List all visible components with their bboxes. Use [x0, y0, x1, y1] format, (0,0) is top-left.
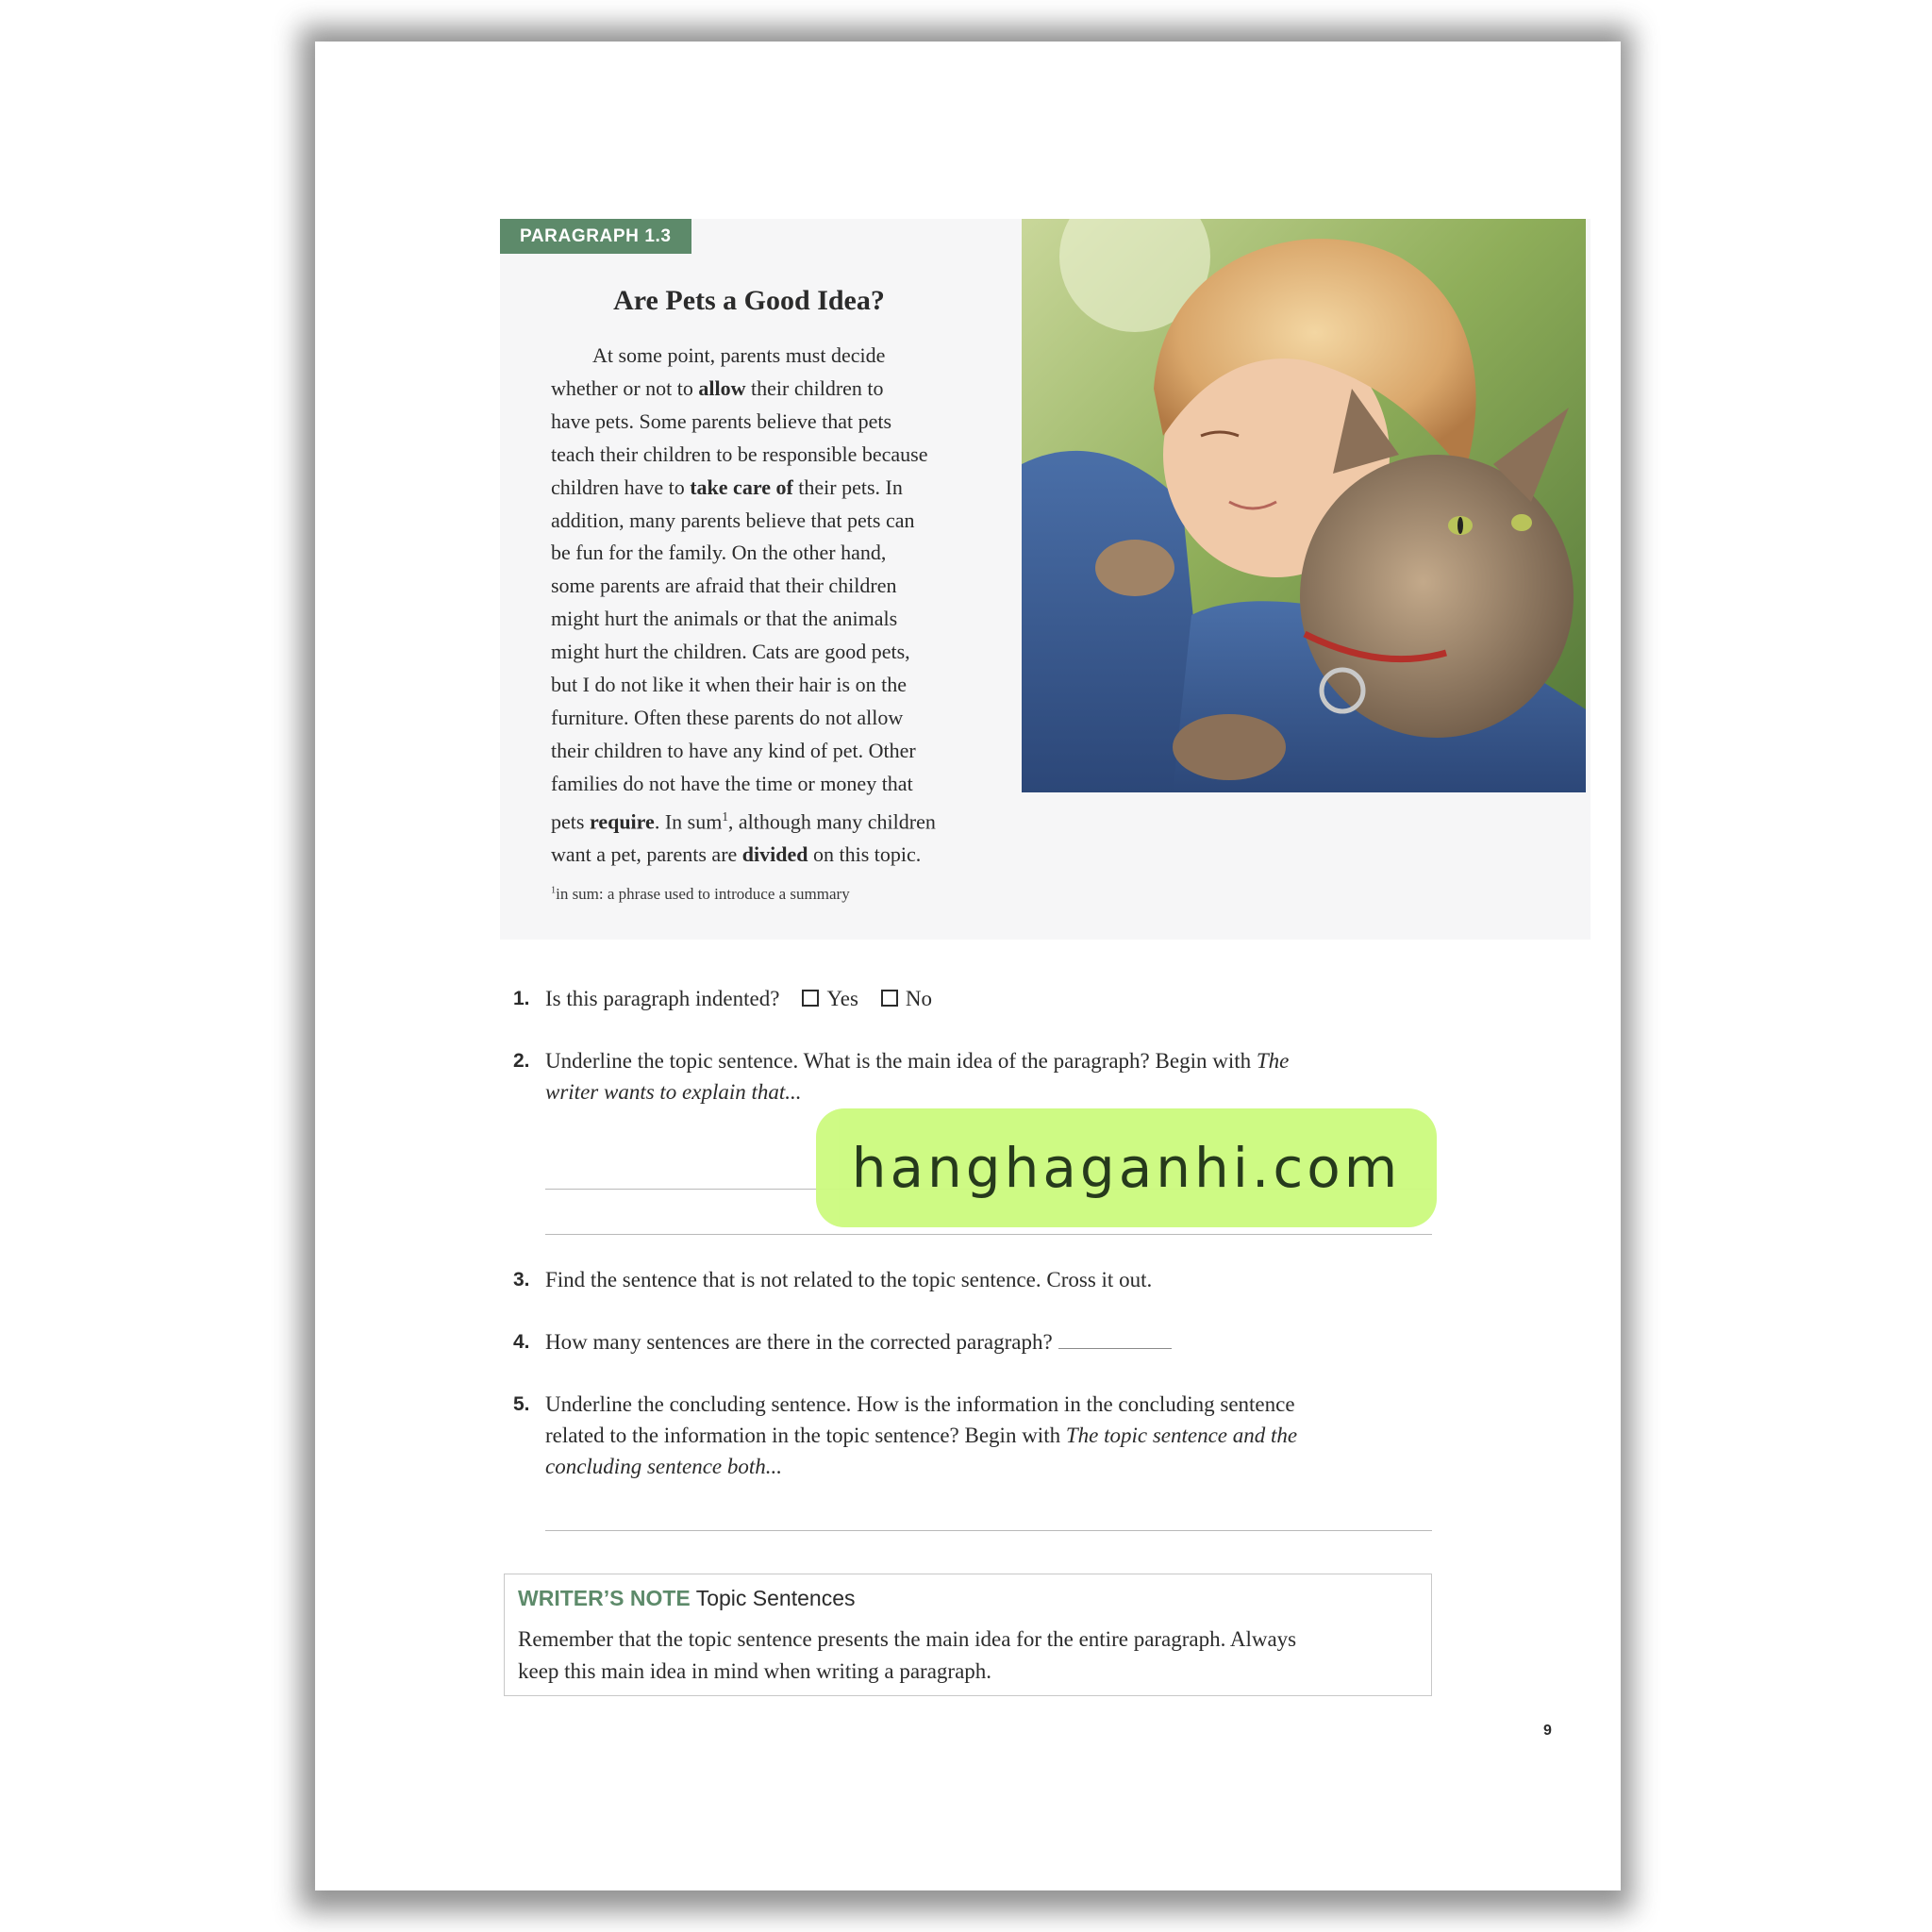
question-text: How many sentences are there in the corrected paragraph?	[545, 1330, 1053, 1354]
body-line: addition, many parents believe that pets can	[551, 508, 915, 532]
no-label: No	[905, 987, 933, 1010]
paragraph-body	[551, 340, 1004, 872]
question-number: 1.	[513, 988, 530, 1009]
body-line: some parents are afraid that their children	[551, 574, 897, 598]
body-line: whether or not to allow their children to	[551, 375, 884, 400]
answer-line[interactable]	[545, 1234, 1432, 1235]
vocab-word: take care of	[690, 475, 793, 499]
question-text: Underline the concluding sentence. How is the information in the concluding sentence	[545, 1392, 1295, 1416]
body-line: their children to have any kind of pet. Other	[551, 738, 916, 762]
body-line: have pets. Some parents believe that pets	[551, 408, 892, 433]
writers-note-box	[504, 1574, 1432, 1696]
vocab-word: require	[589, 809, 655, 834]
no-checkbox[interactable]	[881, 990, 898, 1007]
writers-note-label: WRITER’S NOTE	[518, 1586, 691, 1610]
question-number: 5.	[513, 1393, 530, 1415]
body-line: might hurt the children. Cats are good pets,	[551, 640, 910, 664]
question-number: 2.	[513, 1050, 530, 1072]
paragraph-tag: PARAGRAPH 1.3	[500, 219, 691, 254]
question-number: 3.	[513, 1269, 530, 1291]
vocab-word: divided	[741, 841, 808, 866]
footnote: $^1$in sum: a phrase used to introduce a summary	[551, 885, 850, 903]
body-line: might hurt the animals or that the animals	[551, 607, 898, 631]
paragraph-title: Are Pets a Good Idea?	[613, 285, 885, 316]
answer-blank[interactable]	[1058, 1329, 1172, 1349]
boy-hugging-cat-photo	[1022, 219, 1586, 792]
vocab-word: allow	[698, 375, 746, 400]
body-line: At some point, parents must decide	[592, 343, 886, 367]
body-line: be fun for the family. On the other hand,	[551, 541, 887, 565]
body-line: families do not have the time or money that	[551, 771, 913, 795]
body-line: pets require. In sum$^1$, although many children	[551, 808, 936, 834]
question-text: Underline the topic sentence. What is the main idea of the paragraph? Begin with	[545, 1049, 1257, 1073]
footnote-ref: 1	[722, 808, 728, 824]
question-number: 4.	[513, 1331, 530, 1353]
answer-line[interactable]	[545, 1530, 1432, 1531]
body-line: furniture. Often these parents do not allow	[551, 705, 904, 729]
body-line: teach their children to be responsible because	[551, 441, 928, 466]
prompt-start: concluding sentence both...	[545, 1455, 783, 1478]
yes-checkbox[interactable]	[802, 990, 819, 1007]
body-line: want a pet, parents are divided on this topic.	[551, 841, 922, 866]
page-number: 9	[1543, 1723, 1552, 1739]
writers-note-body: Remember that the topic sentence presents the main idea for the entire paragraph. Always keep this main idea in mind when writing a paragraph.	[518, 1627, 1297, 1683]
body-line: children have to take care of their pets. In	[551, 475, 903, 499]
writers-note-heading: Topic Sentences	[695, 1586, 856, 1610]
body-line: but I do not like it when their hair is on the	[551, 673, 907, 697]
yes-label: Yes	[826, 987, 858, 1010]
watermark: hanghaganhi.com	[816, 1108, 1437, 1227]
question-text: Is this paragraph indented?	[545, 987, 780, 1010]
textbook-page: PARAGRAPH 1.3 Are Pets a Good Idea? At some point, parents must decide whether or not to allow their children to have pets. Some parents believe that pets teach their children to be responsible because children have to take care of their pets. In addition, many parents believe that pets can be fun for the family. On the other hand, some parents are afraid that their children might hurt the animals or that the animals might hurt the children. Cats are good pets, but I do not like it when their hair is on the furniture. Often these parents do not allow their children to have any kind of pet. Other families do not have the time or money that pets require. In sum$^1$, although many children want a pet, parents are divided on this topic. $^1$in sum: a phrase used to introduce a summary 1. Is this paragraph indented? Yes No 2. Underline the topic sentence. What is the main idea of the paragraph? Begin with The writer wants to explain that... 3. Find the sentence that is not related to the topic sentence. Cross it out. 4. How many sentences are there in the corrected paragraph? 5. Underline the concluding sentence. How is the information in the concluding sentence related to the information in the topic sentence? Begin with The topic sentence and the concluding sentence both... WRITER’S NOTE Topic Sentences Remember that the topic sentence presents the main idea for the entire paragraph. Always keep this main idea in mind when writing a paragraph. 9	[315, 42, 1621, 1890]
prompt-start: writer wants to explain that...	[545, 1080, 802, 1104]
question-text: Find the sentence that is not related to the topic sentence. Cross it out.	[545, 1268, 1153, 1291]
paragraph-panel	[500, 219, 1591, 940]
